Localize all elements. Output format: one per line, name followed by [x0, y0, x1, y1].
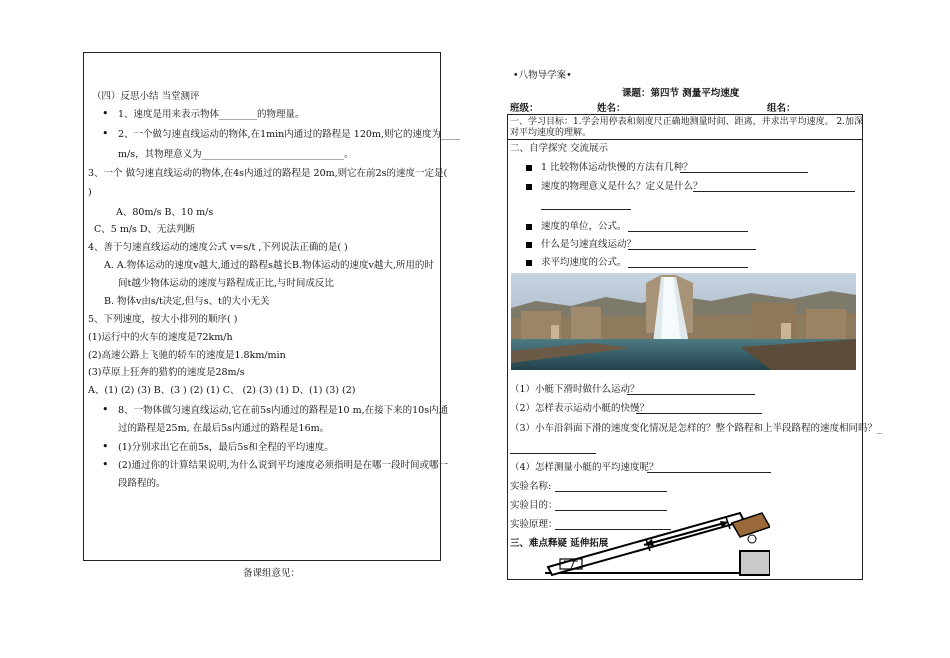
photo-question-2: （2）怎样表示运动小艇的快慢？	[510, 403, 650, 414]
name-label: 姓名：	[597, 103, 626, 114]
experiment-principle-label: 实验原理：	[510, 519, 558, 530]
question-8-line2: 过的路程是25m, 在最后5s内通过的路程是16m。	[118, 423, 330, 434]
question-5-item-1: (1)运行中的火车的速度是72km/h	[88, 332, 233, 343]
question-1: 1、速度是用来表示物体________的物理量。	[118, 109, 305, 120]
bullet-dot: •	[102, 107, 109, 120]
answer-line	[628, 240, 756, 250]
section4-title: （四）反思小结 当堂测评	[92, 91, 200, 102]
question-3-options-1: A、80m/s B、10 m/s	[116, 207, 214, 218]
question-4-option-a-line2: 间t越少物体运动的速度与路程成正比,与时间成反比	[118, 278, 334, 289]
self-study-item-3: 速度的单位，公式。	[541, 221, 627, 232]
question-4-stem: 4、善于匀速直线运动的速度公式 v=s/t ,下列说法正确的是( )	[88, 242, 348, 253]
question-8-sub1: (1)分别求出它在前5s，最后5s和全程的平均速度。	[118, 442, 334, 453]
square-bullet-icon	[526, 224, 532, 230]
answer-line	[510, 444, 596, 454]
bullet-dot: •	[102, 440, 109, 453]
square-bullet-icon	[526, 184, 532, 190]
question-5-item-2: (2)高速公路上飞驰的轿车的速度是1.8km/min	[88, 350, 286, 361]
answer-line	[628, 258, 748, 268]
photo-question-1: （1）小艇下滑时做什么运动？	[510, 384, 640, 395]
section2-title: 二、自学探究 交流展示	[510, 143, 609, 154]
square-bullet-icon	[526, 165, 532, 171]
answer-line	[627, 385, 755, 395]
photo-question-3: （3）小车沿斜面下滑的速度变化情况是怎样的？整个路程和上半段路程的速度相同吗？_	[510, 423, 882, 434]
question-5-options: A、(1) (2) (3) B、(3 ) (2) (1) C、 (2) (3) (1) D、(1) (3) (2)	[88, 385, 356, 396]
self-study-item-4: 什么是匀速直线运动？	[541, 239, 637, 250]
answer-line	[647, 463, 771, 473]
group-opinion-footer: 备课组意见：	[243, 568, 301, 579]
question-4-option-a-line1: A. A.物体运动的速度v越大,通过的路程s越长B.物体运动的速度v越大,所用的时	[104, 260, 434, 271]
class-label: 班级：	[510, 103, 539, 114]
question-3-options-2: C、5 m/s D、无法判断	[94, 224, 196, 235]
question-8-line1: 8、一物体做匀速直线运动,它在前5s内通过的路程是10 m,在接下来的10s内通	[118, 405, 449, 416]
self-study-item-2: 速度的物理意义是什么？定义是什么？	[541, 181, 703, 192]
bullet-dot: •	[102, 127, 109, 140]
question-8-sub2-line1: (2)通过你的计算结果说明,为什么说到平均速度必须指明是在哪一段时间或哪一	[118, 460, 448, 471]
worksheet-header: •八物导学案•	[513, 70, 572, 81]
answer-line	[693, 182, 855, 192]
lesson-title: 课题：第四节 测量平均速度	[622, 88, 740, 99]
answer-line	[628, 222, 748, 232]
learning-objectives-line1: 一、学习目标：1.学会用停表和刻度尺正确地测量时间、距离，并求出平均速度。 2.加深	[510, 117, 864, 127]
question-4-option-b: B. 物体v由s/t决定,但与s、t的大小无关	[104, 296, 270, 307]
group-label: 组名：	[767, 103, 796, 114]
question-3-line1: 3、一个 做匀速直线运动的物体,在4s内通过的路程是 20m,则它在前2s的速度一定是(	[88, 168, 448, 179]
incline-experiment-diagram	[540, 503, 770, 582]
self-study-item-1: 1 比较物体运动快慢的方法有几种？	[541, 162, 693, 173]
section3-title: 三、难点释疑 延伸拓展	[510, 538, 609, 549]
answer-line	[636, 404, 762, 414]
question-3-line2: )	[88, 187, 92, 198]
photo-question-4: （4）怎样测量小艇的平均速度呢？	[510, 462, 659, 473]
bullet-dot: •	[102, 458, 109, 471]
question-8-sub2-line2: 段路程的。	[118, 478, 166, 489]
square-bullet-icon	[526, 242, 532, 248]
self-study-item-5: 求平均速度的公式。	[541, 257, 627, 268]
question-5-stem: 5、下列速度，按大小排列的顺序( )	[88, 314, 238, 325]
question-2-line2: m/s，其物理意义为______________________________。	[118, 149, 354, 160]
answer-line	[541, 200, 631, 210]
experiment-goal-label: 实验目的：	[510, 500, 558, 511]
bullet-dot: •	[102, 403, 109, 416]
question-5-item-3: (3)草原上狂奔的猎豹的速度是28m/s	[88, 367, 245, 378]
experiment-name-label: 实验名称:	[510, 481, 552, 492]
learning-objectives-line2: 对平均速度的理解。	[510, 128, 592, 138]
question-2-line1: 2、一个做匀速直线运动的物体,在1min内通过的路程是 120m,则它的速度为____	[118, 129, 460, 140]
water-slide-photo	[511, 273, 856, 370]
square-bullet-icon	[526, 260, 532, 266]
answer-line	[680, 163, 808, 173]
answer-line	[555, 482, 667, 492]
